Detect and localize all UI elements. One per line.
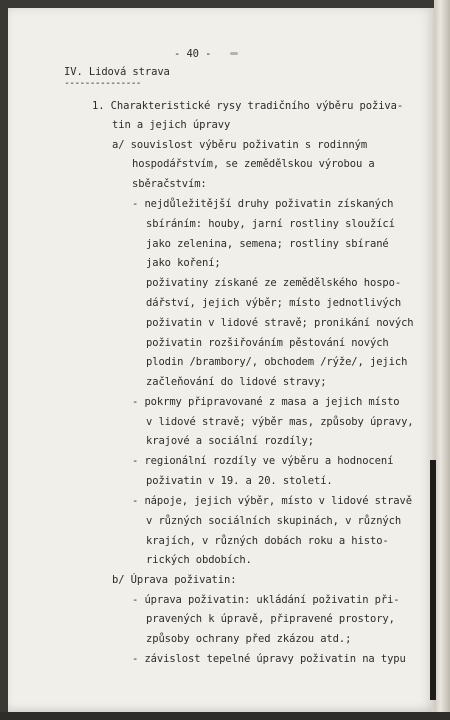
scan-background-edge [0,712,450,720]
text-line: - regionální rozdíly ve výběru a hodnocení [132,455,394,467]
page-number: - 40 - [174,48,212,60]
text-line: - závislost tepelné úpravy poživatin na typu [132,653,406,665]
text-line: 1. Charakteristické rysy tradičního výběru poživa- [92,100,404,112]
text-line: a/ souvislost výběru poživatin s rodinným [112,139,368,151]
text-line: - nejdůležitější druhy poživatin získaných [132,198,394,210]
text-line: způsoby ochrany před zkázou atd.; [146,633,352,645]
text-line: krajích, v různých dobách roku a histo- [146,535,389,547]
text-line: poživatiny získané ze zemědělského hospo- [146,277,402,289]
book-page-edges [434,0,450,720]
section-heading: IV. Lidová strava [64,66,170,78]
text-line: začleňování do lidové stravy; [146,376,327,388]
text-line: rických obdobích. [146,554,252,566]
text-line: b/ Úprava poživatin: [112,574,237,586]
text-line: sběračstvím: [132,178,207,190]
text-line: jako zelenina, semena; rostliny sbírané [146,238,389,250]
text-line: - úprava poživatin: ukládání poživatin při- [132,594,400,606]
text-line: poživatin v lidové stravě; pronikání nových [146,317,414,329]
text-line: poživatin v 19. a 20. století. [146,475,333,487]
text-line: tin a jejich úpravy [112,119,231,131]
text-line: - nápoje, jejich výběr, místo v lidové stravě [132,495,412,507]
typewritten-text-block [8,8,434,712]
text-line: dářství, jejich výběr; místo jednotlivých [146,297,402,309]
text-line: sbíráním: houby, jarní rostliny sloužící [146,218,395,230]
text-line: - pokrmy připravované z masa a jejich místo [132,396,400,408]
text-line: pravených k úpravě, připravené prostory, [146,613,395,625]
paper-sheet [8,8,434,712]
text-line: v různých sociálních skupinách, v různých [146,515,402,527]
text-line: jako koření; [146,257,221,269]
section-underline: --------------- [64,78,141,89]
text-line: poživatin rozšiřováním pěstování nových [146,337,389,349]
text-line: krajové a sociální rozdíly; [146,435,314,447]
text-line: plodin /brambory/, obchodem /rýže/, jejich [146,356,408,368]
text-line: hospodářstvím, se zemědělskou výrobou a [132,158,375,170]
page-tab-marker [430,460,436,700]
text-line: v lidové stravě; výběr mas, způsoby úpravy, [146,416,414,428]
